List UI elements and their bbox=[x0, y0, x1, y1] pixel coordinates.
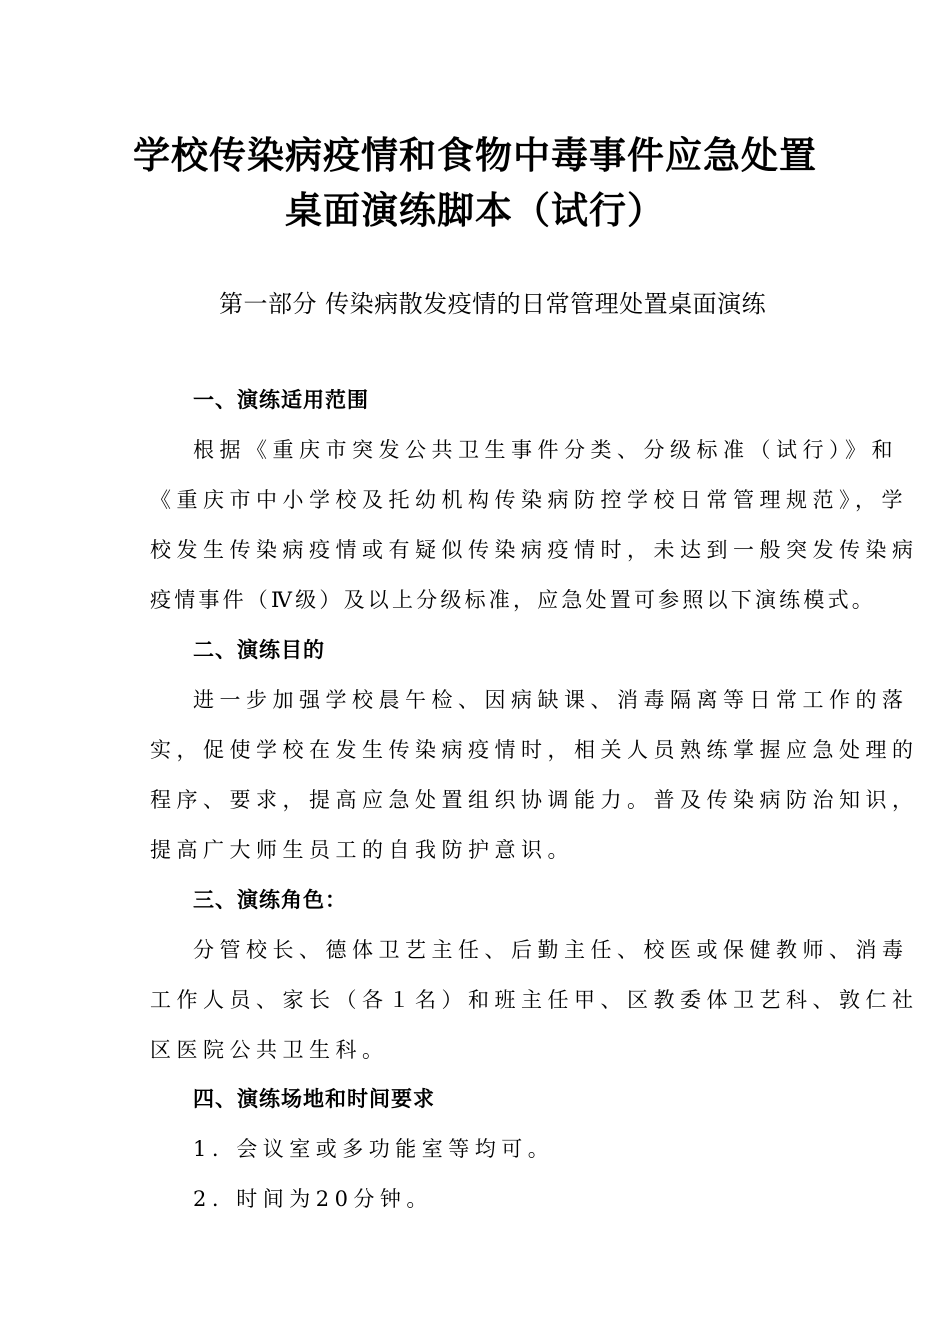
part-heading: 第一部分 传染病散发疫情的日常管理处置桌面演练 bbox=[219, 290, 767, 318]
paragraph-line: 分管校长、德体卫艺主任、后勤主任、校医或保健教师、消毒 bbox=[193, 938, 909, 962]
section-heading-purpose: 二、演练目的 bbox=[193, 638, 325, 662]
section-heading-scope: 一、演练适用范围 bbox=[193, 388, 369, 412]
section-heading-roles: 三、演练角色： bbox=[193, 888, 347, 912]
paragraph-line: 区医院公共卫生科。 bbox=[150, 1038, 389, 1062]
paragraph-line: 程序、要求，提高应急处置组织协调能力。普及传染病防治知识， bbox=[150, 788, 919, 812]
document-title-line-2: 桌面演练脚本（试行） bbox=[285, 189, 665, 232]
paragraph-line: 工作人员、家长（各１名）和班主任甲、区教委体卫艺科、敦仁社 bbox=[150, 988, 919, 1012]
list-item: 1. 会议室或多功能室等均可。 bbox=[193, 1137, 555, 1161]
paragraph-line: 实，促使学校在发生传染病疫情时，相关人员熟练掌握应急处理的 bbox=[150, 738, 919, 762]
paragraph-line: 进一步加强学校晨午检、因病缺课、消毒隔离等日常工作的落 bbox=[193, 688, 909, 712]
paragraph-line: 根据《重庆市突发公共卫生事件分类、分级标准（试行）》和 bbox=[193, 438, 898, 462]
document-title-line-1: 学校传染病疫情和食物中毒事件应急处置 bbox=[133, 134, 817, 177]
section-heading-venue-time: 四、演练场地和时间要求 bbox=[193, 1087, 435, 1111]
paragraph-line: 《重庆市中小学校及托幼机构传染病防控学校日常管理规范》，学 bbox=[150, 488, 908, 512]
paragraph-line: 疫情事件（Ⅳ级）及以上分级标准，应急处置可参照以下演练模式。 bbox=[150, 588, 876, 612]
paragraph-line: 提高广大师生员工的自我防护意识。 bbox=[150, 838, 574, 862]
list-item: 2. 时间为20分钟。 bbox=[193, 1187, 433, 1211]
paragraph-line: 校发生传染病疫情或有疑似传染病疫情时，未达到一般突发传染病 bbox=[150, 538, 919, 562]
